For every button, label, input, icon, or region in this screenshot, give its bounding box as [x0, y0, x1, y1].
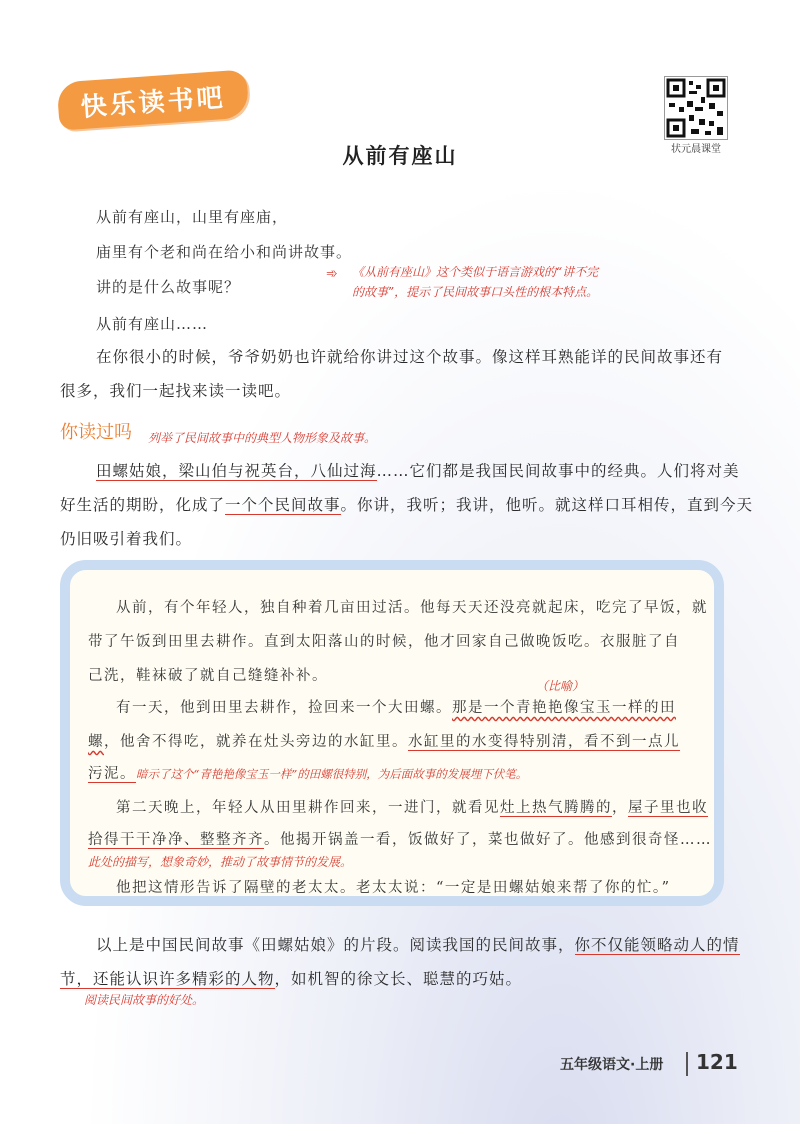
- poem-line: 讲的是什么故事呢？: [96, 278, 241, 296]
- read-line: [60, 488, 753, 522]
- annotation-note: 阅读民间故事的好处。: [84, 993, 205, 1007]
- underlined-text: 灶上热气腾腾的: [500, 800, 612, 816]
- section-heading: 你读过吗: [60, 422, 132, 443]
- read-line: 仍旧吸引着我们。: [60, 530, 193, 548]
- text: ……它们都是我国民间故事中的经典。人们将对美: [376, 462, 740, 480]
- underlined-text: 污泥。: [88, 766, 136, 782]
- story-line: [88, 828, 712, 849]
- underlined-text: 节，还能认识许多精彩的人物: [60, 970, 275, 988]
- section-badge: 快乐读书吧: [57, 69, 250, 130]
- annotation-note: 《从前有座山》这个类似于语言游戏的“讲不完 的故事”，提示了民间故事口头性的根本特点。: [352, 265, 599, 299]
- annotation-note: 暗示了这个“青艳艳像宝玉一样”的田螺很特别，为后面故事的发展埋下伏笔。: [136, 767, 528, 781]
- qr-label: 状元晨课堂: [671, 144, 721, 155]
- story-line: [88, 730, 680, 751]
- text: 第二天晚上，年轻人从田里耕作回来，一进门，就看见: [116, 800, 500, 816]
- underlined-text: 一个个民间故事: [225, 496, 341, 514]
- intro-line: 很多，我们一起找来读一读吧。: [60, 382, 292, 400]
- text: 。他揭开锅盖一看，饭做好了，菜也做好了。他感到很奇怪……: [264, 832, 712, 848]
- read-line: [96, 454, 740, 488]
- story-line: 从前，有个年轻人，独自种着几亩田过活。他每天天还没亮就起床，吃完了早饭，就: [116, 600, 708, 616]
- story-line: 他把这情形告诉了隔壁的老太太。老太太说：“一定是田螺姑娘来帮了你的忙。”: [116, 880, 671, 896]
- text: ，他舍不得吃，就养在灶头旁边的水缸里。: [104, 734, 408, 750]
- underlined-text: 田螺姑娘，梁山伯与祝英台，八仙过海: [96, 462, 377, 480]
- divider: [686, 1052, 688, 1076]
- annotation-note: 列举了民间故事中的典型人物形象及故事。: [148, 431, 377, 445]
- underlined-text: 水缸里的水变得特别清，看不到一点儿: [408, 734, 680, 750]
- wavy-underlined-text: 那是一个青艳艳像宝玉一样的田: [452, 700, 676, 716]
- underlined-text: 拾得干干净净、整整齐齐: [88, 832, 264, 848]
- annotation-note: （比喻）: [536, 679, 585, 693]
- wavy-underlined-text: 螺: [88, 734, 104, 750]
- underlined-text: 你不仅能领略动人的情: [574, 936, 740, 954]
- text: ，如机智的徐文长、聪慧的巧姑。: [274, 970, 523, 988]
- conclusion-line: [96, 928, 740, 962]
- arrow-icon: ➾: [326, 266, 338, 282]
- story-line: [88, 762, 527, 784]
- qr-code-icon[interactable]: [664, 76, 728, 140]
- story-line: [116, 696, 676, 717]
- story-line: 己洗，鞋袜破了就自己缝缝补补。: [88, 668, 328, 684]
- underlined-text: 屋子里也收: [628, 800, 708, 816]
- poem-line: 从前有座山，山里有座庙，: [96, 208, 289, 226]
- text: 。你讲，我听；我讲，他听。就这样口耳相传，直到今天: [340, 496, 754, 514]
- story-box: [60, 560, 724, 906]
- annotation-note: 此处的描写，想象奇妙，推动了故事情节的发展。: [88, 855, 353, 869]
- story-line: 带了午饭到田里去耕作。直到太阳落山的时候，他才回家自己做晚饭吃。衣服脏了自: [88, 634, 680, 650]
- poem-line: 庙里有个老和尚在给小和尚讲故事。: [96, 243, 353, 261]
- poem-line: 从前有座山……: [96, 315, 209, 333]
- page-number: 121: [696, 1050, 738, 1074]
- text: 以上是中国民间故事《田螺姑娘》的片段。阅读我国的民间故事，: [96, 936, 575, 954]
- story-line: [116, 796, 708, 817]
- intro-line: 在你很小的时候，爷爷奶奶也许就给你讲过这个故事。像这样耳熟能详的民间故事还有: [96, 348, 724, 366]
- text: ，: [612, 800, 628, 816]
- text: 有一天，他到田里去耕作，捡回来一个大田螺。: [116, 700, 452, 716]
- book-label: 五年级语文·上册: [560, 1057, 664, 1073]
- text: 好生活的期盼，化成了: [60, 496, 226, 514]
- page-title: 从前有座山: [342, 143, 458, 168]
